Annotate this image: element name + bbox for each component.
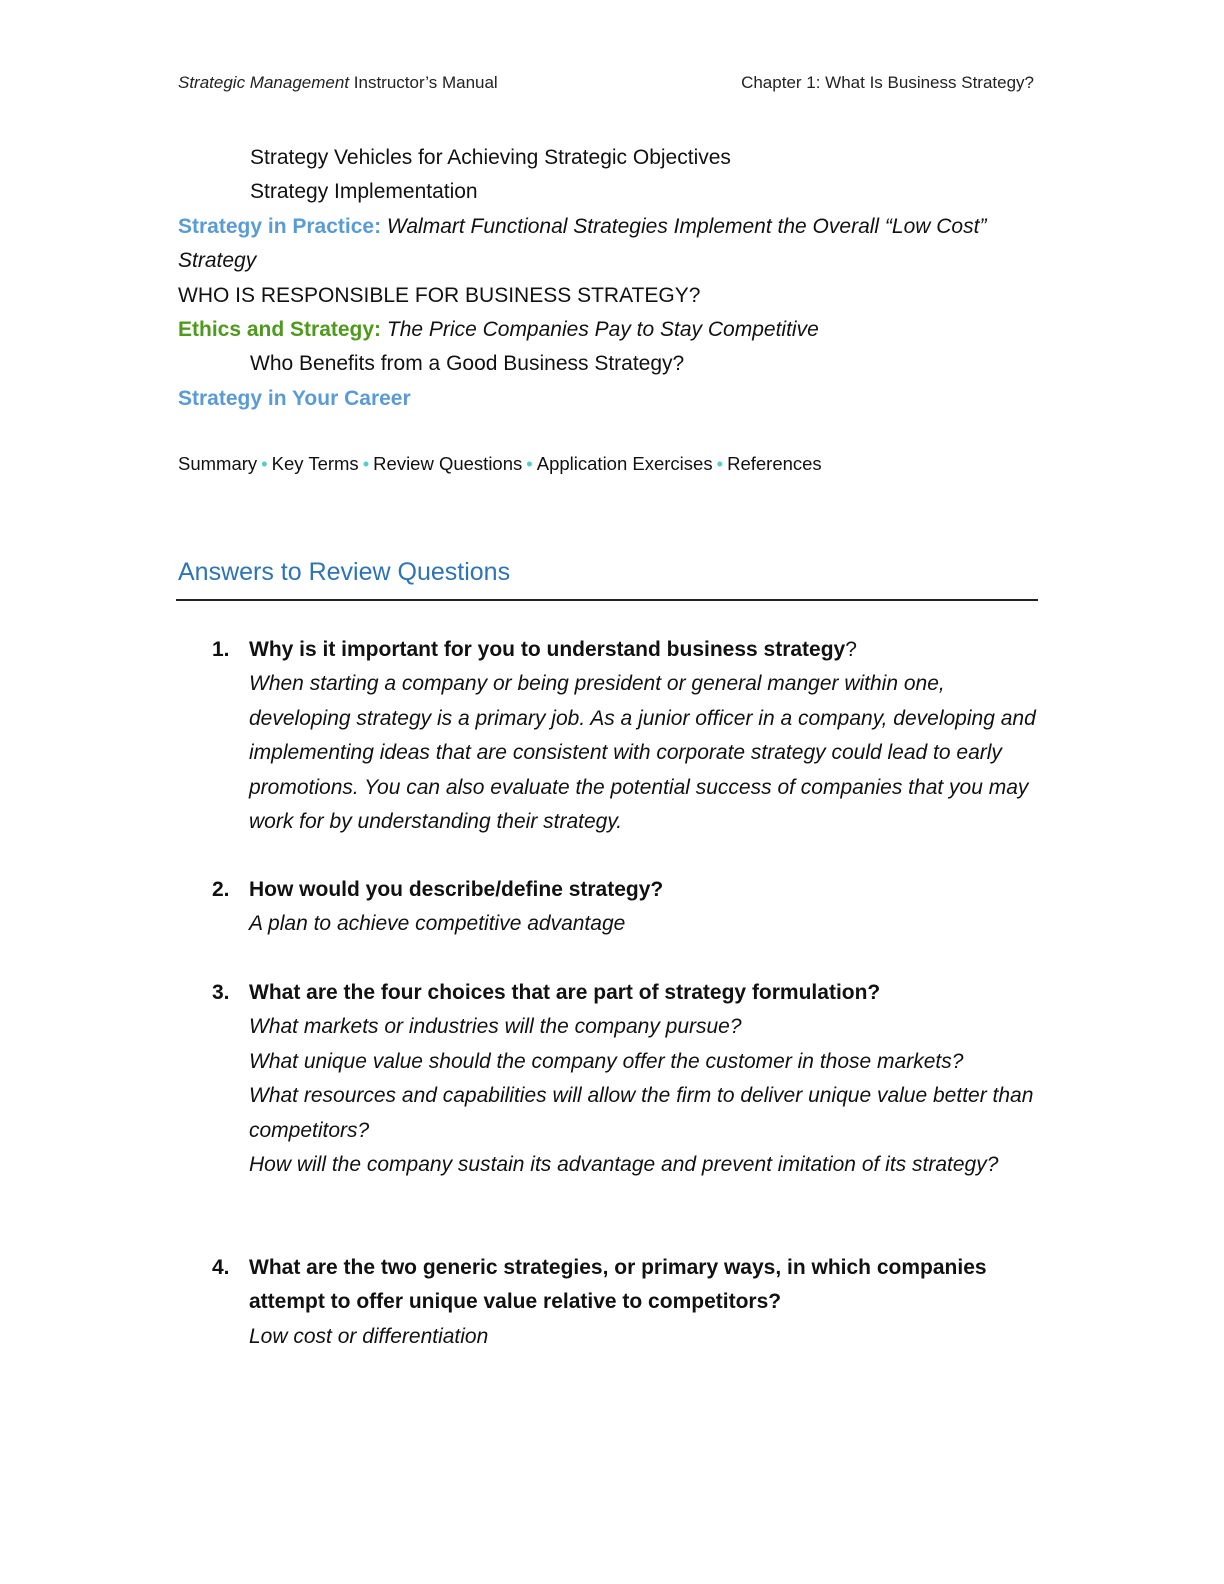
header-book-title-rest: Instructor’s Manual [349,73,498,92]
question-text: What are the four choices that are part of strategy formulation? [249,981,881,1004]
question-text: What are the two generic strategies, or primary ways, in which companies attempt to offer unique value relative to competitors? [249,1256,987,1314]
question-number: 1. [212,638,230,661]
answer-text: When starting a company or being president or general manger within one, developing strategy is a primary job. As a junior officer in a company, developing and implementing ideas that are consistent with corporate strategy could lead to early promotions. You can also evaluate the potential success of companies that you may work for by understanding their strategy. [249,672,1036,834]
outline-feature-strategy-in-your-career: Strategy in Your Career [178,386,411,410]
end-matter-item: Application Exercises [536,453,713,474]
header-chapter: Chapter 1: What Is Business Strategy? [741,73,1034,92]
question-item [212,1251,1042,1354]
bullet-separator: • [716,453,724,474]
header-book-title-italic: Strategic Management [178,73,350,92]
question-number: 3. [212,981,230,1004]
running-header [178,73,1034,97]
end-matter-list [178,453,822,475]
end-matter-item: References [727,453,822,474]
question-item [212,873,1042,942]
end-matter-item: Summary [178,453,258,474]
question-item [212,633,1042,839]
bullet-separator: • [526,453,533,474]
feature-title: The Price Companies Pay to Stay Competitive [381,318,819,342]
question-number: 2. [212,878,230,901]
outline-item: Strategy Vehicles for Achieving Strategic Objectives [250,146,731,169]
question-text: Why is it important for you to understand business strategy? [249,638,857,661]
outline-heading: WHO IS RESPONSIBLE FOR BUSINESS STRATEGY? [178,283,701,307]
question-item [212,976,1042,1182]
section-title: Answers to Review Questions [178,558,511,586]
section-divider [176,599,1038,601]
feature-label: Strategy in Practice: [178,214,382,238]
bullet-separator: • [362,453,370,474]
outline-feature-strategy-in-practice [178,210,1048,279]
feature-label: Ethics and Strategy: [178,318,382,342]
end-matter-item: Key Terms [271,453,359,474]
answer-text: A plan to achieve competitive advantage [249,912,626,936]
answer-text: How will the company sustain its advantage and prevent imitation of its strategy? [249,1153,999,1177]
outline-item: Strategy Implementation [250,180,478,204]
chapter-outline [178,141,1048,416]
outline-feature-ethics-and-strategy [178,313,1048,347]
answer-text: What resources and capabilities will allow the firm to deliver unique value better than competitors? [249,1084,1034,1142]
end-matter-item: Review Questions [373,453,523,474]
question-number: 4. [212,1256,230,1279]
bullet-separator: • [261,453,268,474]
answer-text: What unique value should the company offer the customer in those markets? [249,1049,964,1073]
outline-item: Who Benefits from a Good Business Strategy? [250,352,685,376]
header-book-title [178,73,498,93]
question-text: How would you describe/define strategy? [249,878,664,901]
answer-text: What markets or industries will the company pursue? [249,1015,742,1039]
feature-title: Walmart Functional Strategies Implement the Overall “Low Cost” Strategy [178,214,987,273]
answer-text: Low cost or differentiation [249,1324,489,1348]
